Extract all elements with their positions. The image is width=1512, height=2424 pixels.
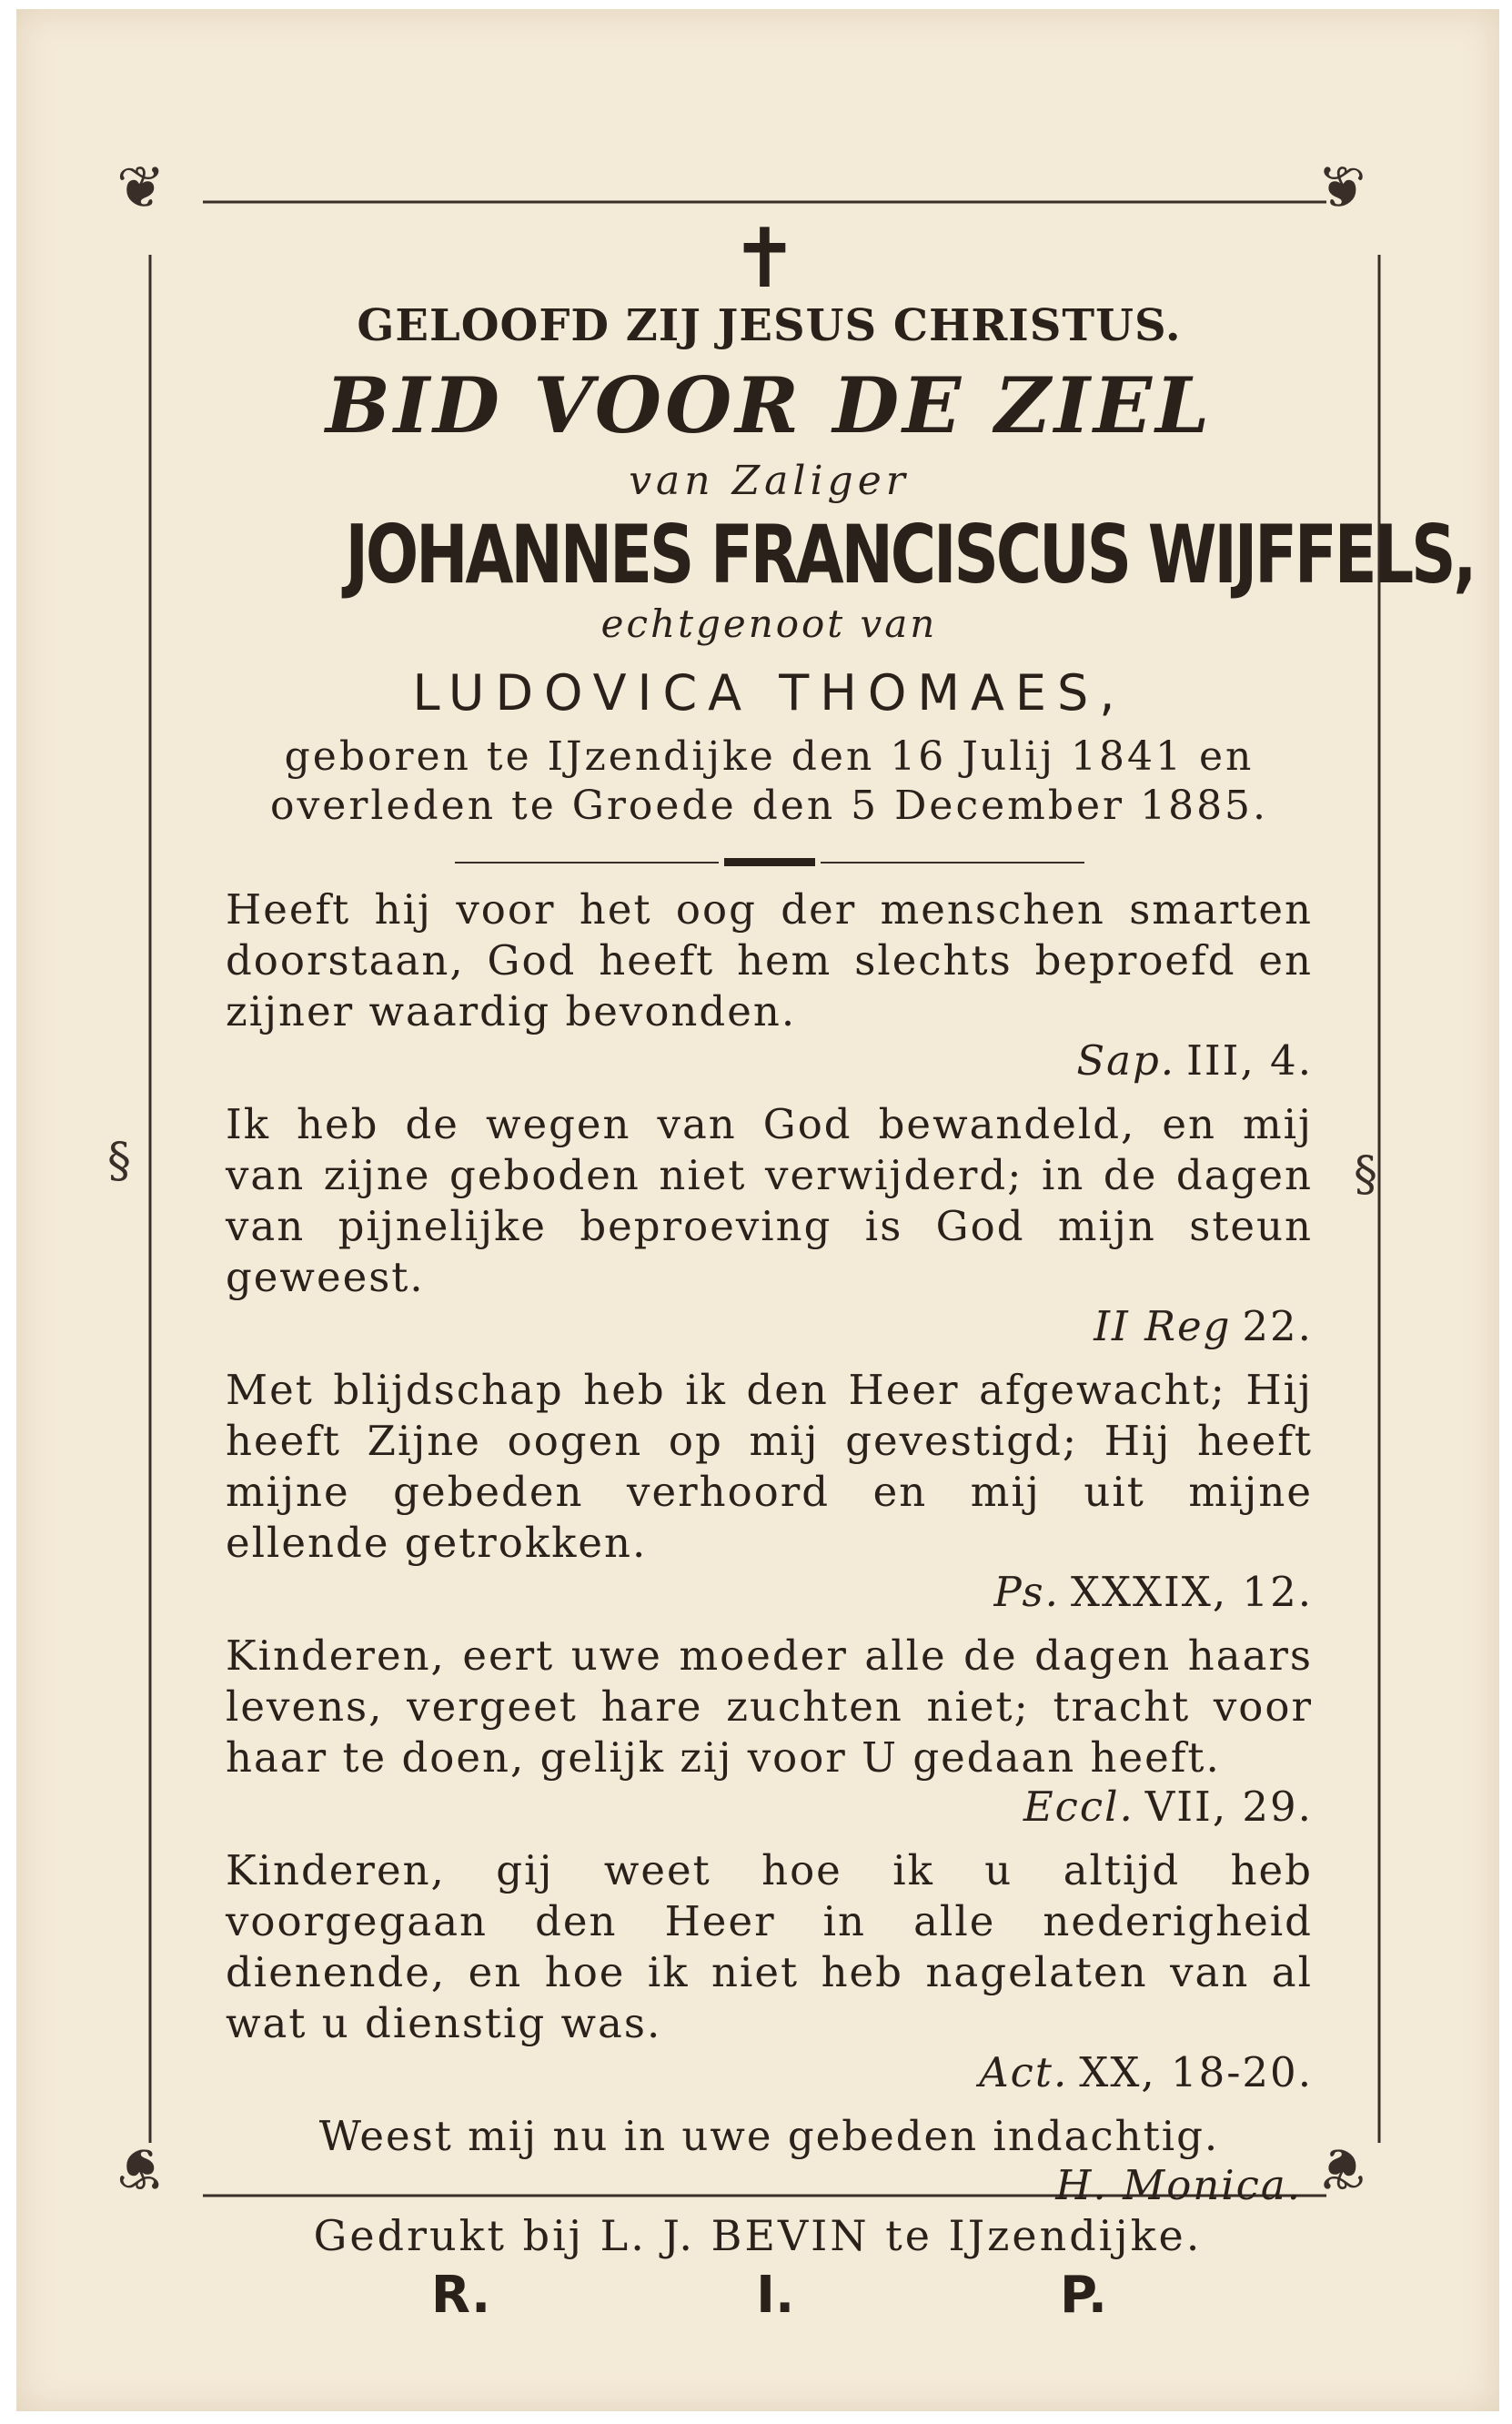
verse	[226, 884, 1313, 1086]
side-scroll-icon: §	[107, 1134, 131, 1188]
cross-icon: ✝	[730, 211, 809, 307]
rip-p: P.	[1060, 2266, 1108, 2325]
rip-initials	[298, 2266, 1240, 2325]
side-scroll-icon: §	[1354, 1147, 1377, 1202]
heading-spouse-of: echtgenoot van	[600, 601, 938, 646]
verse-reference: Act. XX, 18-20.	[979, 2048, 1313, 2096]
verse-reference: H. Monica.	[1055, 2161, 1302, 2209]
verse	[226, 1631, 1313, 1833]
heading-of-late: van Zaliger	[629, 458, 910, 504]
verse-reference: Ps. XXXIX, 12.	[993, 1568, 1313, 1616]
verse	[226, 2111, 1313, 2211]
death-line: overleden te Groede den 5 December 1885.	[269, 783, 1269, 829]
verse-text: Kinderen, eert uwe moeder alle de dagen haars levens, vergeet hare zuchten niet; tracht voor haar te doen, gelijk zij voor U gedaan heeft.	[226, 1631, 1313, 1782]
verse-text: Weest mij nu in uwe gebeden indachtig.	[318, 2112, 1220, 2160]
rip-r: R.	[430, 2266, 491, 2325]
card-text	[226, 211, 1475, 2325]
verse-reference: Sap. III, 4.	[1076, 1036, 1313, 1085]
verse	[226, 1099, 1313, 1352]
printer-credit: Gedrukt bij L. J. BEVIN te IJzendijke.	[313, 2211, 1203, 2260]
separator	[226, 858, 1313, 866]
spouse-name: LUDOVICA THOMAES,	[412, 664, 1126, 722]
heading-praise: GELOOFD ZIJ JESUS CHRISTUS.	[357, 300, 1182, 351]
corner-flourish-icon: ❦	[1317, 155, 1366, 222]
verse-text: Kinderen, gij weet hoe ik u altijd heb voorgegaan den Heer in alle nederigheid dienende, en hoe ik niet heb nagelaten van al wat u dienstig was.	[226, 1846, 1313, 2047]
corner-flourish-icon: ❦	[116, 155, 166, 222]
verse	[226, 1365, 1313, 1618]
memorial-card	[16, 9, 1499, 2411]
verse	[226, 1845, 1313, 2098]
verse-reference: II Reg 22.	[1094, 1302, 1313, 1350]
verse-reference: Eccl. VII, 29.	[1023, 1783, 1313, 1831]
birth-line: geboren te IJzendijke den 16 Julij 1841 en	[284, 733, 1255, 780]
corner-flourish-icon: ❦	[116, 2134, 166, 2201]
corner-flourish-icon: ❦	[1317, 2134, 1366, 2201]
verse-text: Ik heb de wegen van God bewandeld, en mij van zijne geboden niet verwijderd; in de dagen van pijnelijke beproeving is God mijn steun geweest.	[226, 1100, 1313, 1301]
verse-text: Met blijdschap heb ik den Heer afgewacht; Hij heeft Zijne oogen op mij gevestigd; Hij heeft mijne gebeden verhoord en mij uit mijne ellende getrokken.	[226, 1366, 1313, 1567]
deceased-name: JOHANNES FRANCISCUS WIJFFELS,	[345, 508, 1475, 601]
rip-i: I.	[756, 2266, 795, 2325]
verse-text: Heeft hij voor het oog der menschen smarten doorstaan, God heeft hem slechts beproefd en zijner waardig bevonden.	[226, 885, 1313, 1035]
heading-pray: BID VOOR DE ZIEL	[325, 360, 1214, 450]
